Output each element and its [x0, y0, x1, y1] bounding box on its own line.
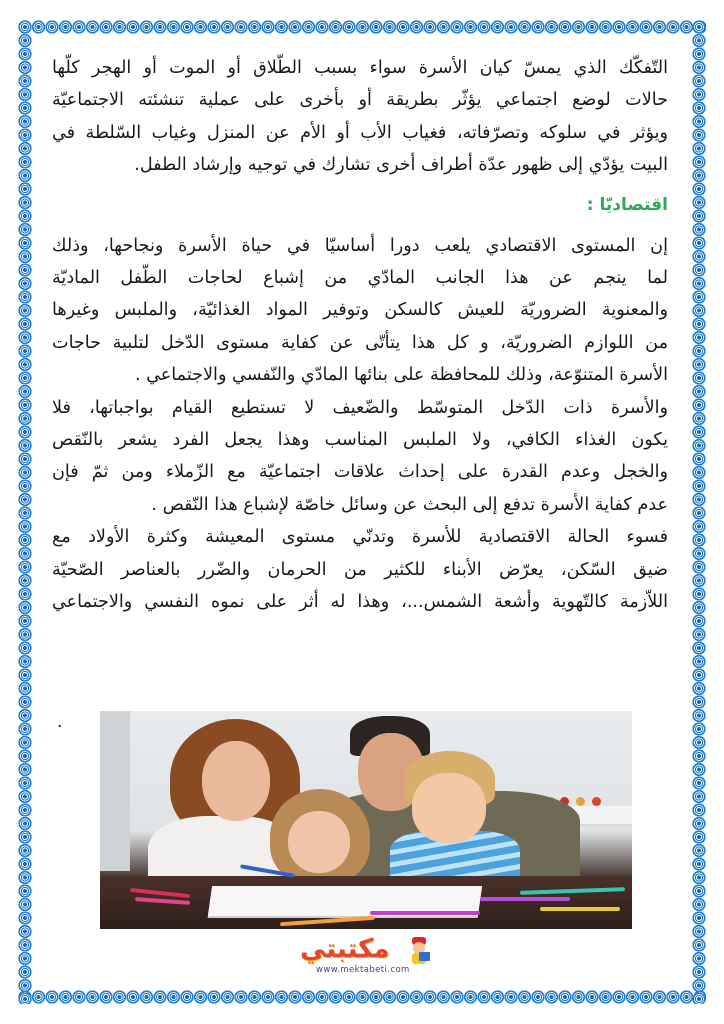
- girl-face: [288, 811, 350, 873]
- mektabeti-logo[interactable]: [300, 934, 440, 980]
- text-line: البيت يؤدّي إلى ظهور عدّة أطراف أخرى تشارك في توجيه وإرشاد الطفل.: [134, 155, 668, 176]
- photo-wall: [100, 711, 130, 871]
- intro-paragraph: [52, 52, 668, 182]
- marker: [370, 911, 480, 915]
- document-body: [52, 52, 668, 619]
- photo-fruit: [576, 797, 585, 806]
- page-border-right: [692, 20, 706, 1004]
- economic-paragraph-3: [52, 521, 668, 618]
- text-line: إن المستوى الاقتصادي يلعب دورا أساسيّا في حياة الأسرة ونجاحها، وذلك: [52, 235, 668, 256]
- text-line: من اللوازم الضروريّة، و كل هذا يتأتّى عن كفاية مستوى الدّخل لتلبية حاجات: [52, 332, 668, 353]
- marker: [480, 897, 570, 901]
- mother-face: [202, 741, 270, 821]
- text-line: ضيق السّكن، يعرّض الأبناء للكثير من الحرمان والضّرر بالعناصر الصّحيّة: [52, 559, 668, 580]
- text-line: والأسرة ذات الدّخل المتوسّط والضّعيف لا تستطيع القيام بواجباتها، فلا: [52, 397, 668, 418]
- page-border-top: [18, 20, 706, 34]
- economic-paragraph-1: [52, 230, 668, 392]
- economic-paragraph-2: [52, 392, 668, 522]
- text-line: عدم كفاية الأسرة تدفع إلى البحث عن وسائل خاصّة لإشباع هذا النّقص .: [151, 494, 668, 515]
- text-line: والمعنوية الضروريّة للعيش كالسكن وتوفير المواد الغذائيّة، والملبس وغيرها: [52, 300, 668, 321]
- marker: [540, 907, 620, 911]
- section-heading-economic: اقتصاديّا :: [586, 194, 668, 215]
- boy-face: [412, 773, 486, 843]
- text-line: اللاّزمة كالتّهوية وأشعة الشمس...، وهذا له أثر على نموه النفسي والاجتماعي: [52, 592, 668, 613]
- text-line: يكون الغذاء الكافي، ولا الملبس المناسب وهذا يجعل الفرد يشعر بالنّقص: [52, 430, 668, 451]
- text-line: الأسرة المتنوّعة، وذلك للمحافظة على بنائها المادّي والنّفسي والاجتماعي .: [134, 365, 668, 386]
- page-border-left: [18, 20, 32, 1004]
- family-photo: [100, 711, 632, 929]
- logo-url[interactable]: www.mektabeti.com: [316, 965, 410, 975]
- text-line: ويؤثر في سلوكه وتصرّفاته، فغياب الأب أو الأم عن المنزل وغياب السّلطة في: [52, 122, 668, 143]
- page-border-bottom: [18, 990, 706, 1004]
- photo-fruit: [592, 797, 601, 806]
- text-line: لما ينجم عن هذا الجانب المادّي من إشباع لحاجات الطّفل الماديّة: [52, 268, 668, 289]
- text-line: والخجل وعدم القدرة على إحداث علاقات اجتماعيّة مع الزّملاء ومن ثمّ فإن: [52, 462, 668, 483]
- paragraph-end-mark: .: [57, 712, 63, 732]
- text-line: التّفكّك الذي يمسّ كيان الأسرة سواء بسبب الطّلاق أو الموت أو الهجر كلّها: [52, 58, 668, 78]
- boy-reading-book-icon: [404, 936, 434, 966]
- text-line: حالات لوضع اجتماعي يؤثّر بطريقة أو بأخرى على عملية تنشئته الاجتماعيّة: [52, 90, 668, 111]
- text-line: فسوء الحالة الاقتصادية للأسرة وتدنّي مستوى المعيشة وكثرة الأولاد مع: [52, 527, 668, 548]
- logo-wordmark: مكتبتي: [300, 934, 390, 964]
